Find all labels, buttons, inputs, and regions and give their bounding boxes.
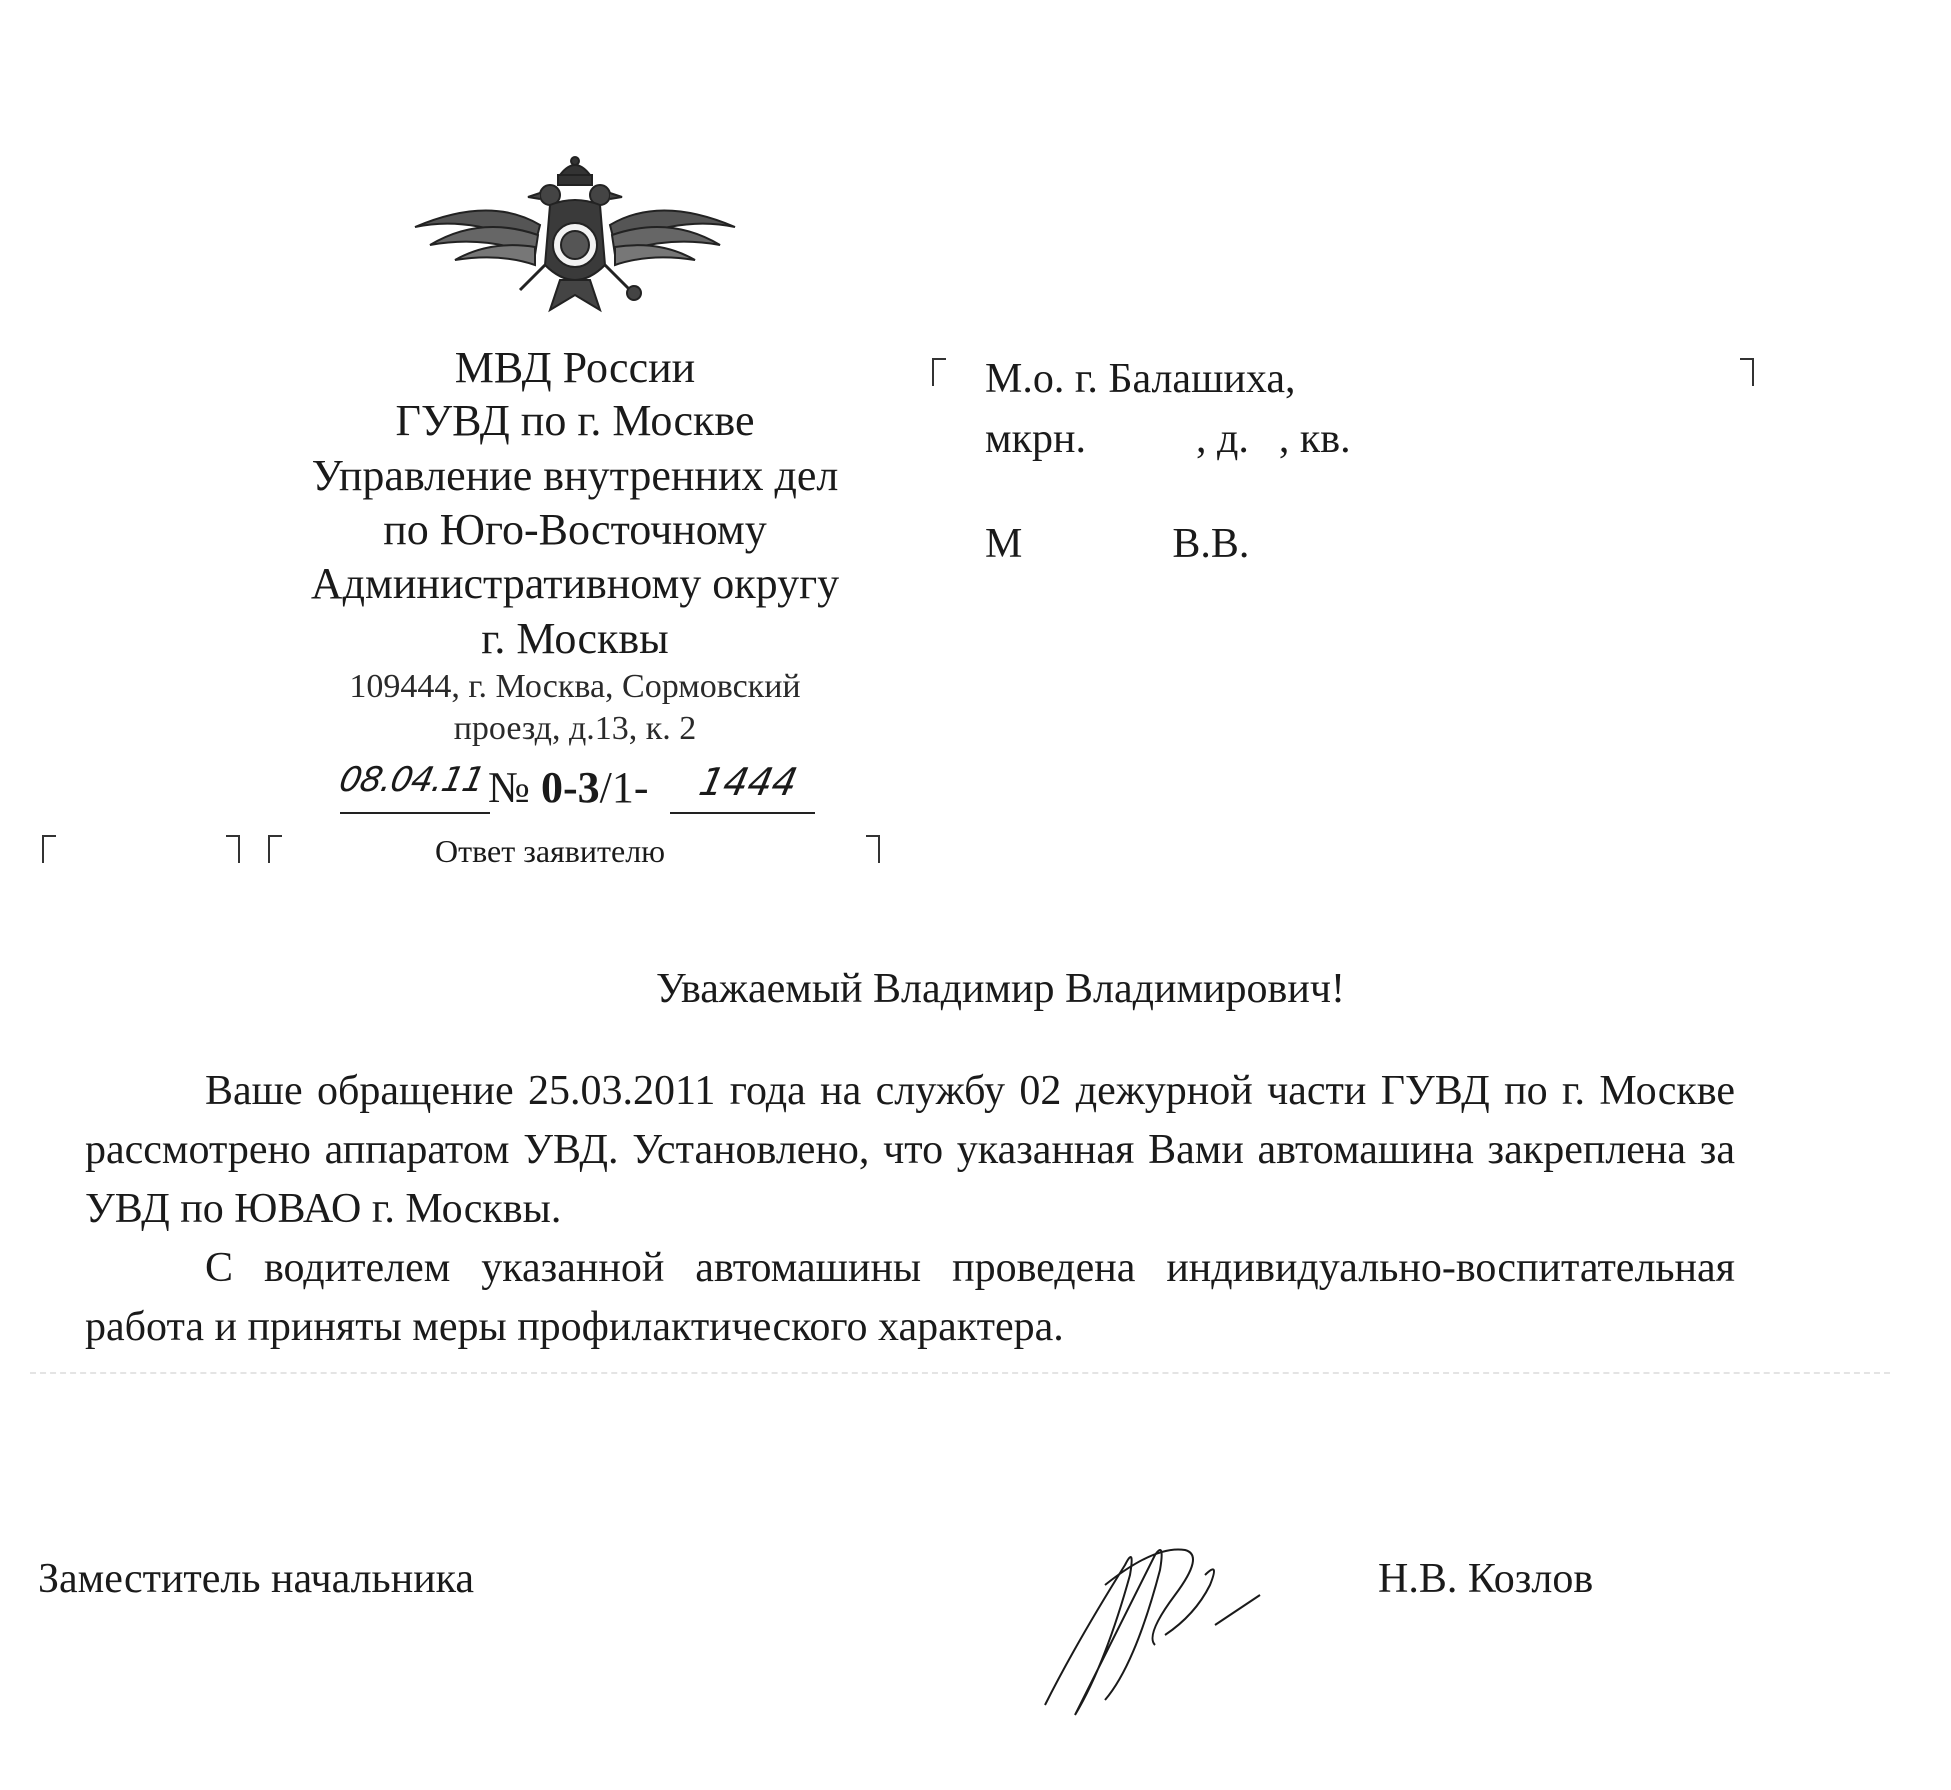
number-middle: /1- [599,763,649,812]
corner-mark [1740,358,1754,386]
signatory-title: Заместитель начальника [38,1556,475,1602]
registration-number-handwritten: 1444 [695,760,802,804]
number-prefix: 0-3 [540,763,600,812]
sender-block [255,342,895,762]
address-apartment: , кв. [1278,416,1351,462]
registration-number [488,762,649,813]
recipient-name [985,520,1249,568]
registration-line [330,760,830,820]
corner-mark [268,835,282,863]
org-line: Административному округу [310,559,840,608]
org-line: Управление внутренних дел [311,451,839,500]
address-house: , д. [1195,416,1249,462]
paragraph: С водителем указанной автомашины проведена индивидуально-воспитательная работа и приняты меры профилактического характера. [85,1245,1735,1350]
mvd-eagle-emblem-icon [410,155,740,315]
corner-mark [932,358,946,386]
signatory-name: Н.В. Козлов [1378,1556,1594,1602]
handwritten-signature-icon [1035,1525,1275,1725]
greeting: Уважаемый Владимир Владимирович! [656,966,1345,1012]
recipient-initial: М [985,521,1023,567]
subject-line: Ответ заявителю [435,833,666,869]
date-underline [340,812,490,814]
corner-mark [226,835,240,863]
registration-date: 08.04.11 [335,760,488,800]
corner-mark [866,835,880,863]
paragraph: Ваше обращение 25.03.2011 года на службу 02 дежурной части ГУВД по г. Москве рассмотрено аппаратом УВД. Установлено, что указанная Вами автомашина закреплена за УВД по ЮВАО г. Москвы. [85,1068,1735,1232]
corner-mark [42,835,56,863]
org-line: по Юго-Восточному [383,505,767,554]
number-label: № [488,763,530,812]
recipient-initials: В.В. [1172,521,1250,567]
letter-body [85,1062,1735,1357]
recipient-address [985,415,1351,463]
recipient-city: М.о. г. Балашиха, [985,356,1296,402]
org-line: г. Москвы [481,614,669,663]
org-line: ГУВД по г. Москве [395,396,755,445]
address-line: проезд, д.13, к. 2 [453,710,697,747]
address-line: 109444, г. Москва, Сормовский [349,668,801,705]
address-mkrn: мкрн. [985,416,1086,462]
org-line: МВД России [454,343,696,392]
fold-line [30,1372,1890,1374]
number-underline [670,812,815,814]
